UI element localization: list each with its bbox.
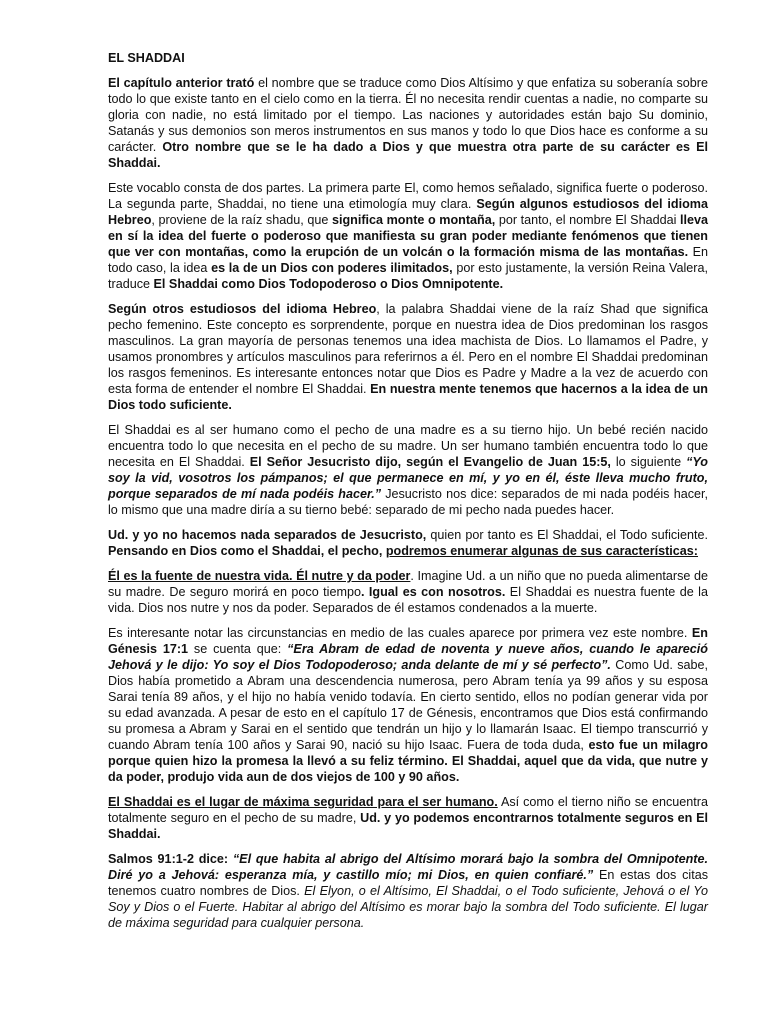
text-run: Él es la fuente de nuestra vida. Él nutre y da poder <box>108 569 411 583</box>
text-run: podremos enumerar algunas de sus características: <box>385 544 699 558</box>
paragraph <box>108 75 708 171</box>
text-run: Según algunos estudiosos del idioma Hebreo <box>108 197 708 227</box>
text-run: En Génesis 17:1 <box>108 626 708 656</box>
text-run: El capítulo anterior trató <box>108 76 255 90</box>
document-body <box>108 75 708 931</box>
text-run: , proviene de la raíz shadu, que <box>151 213 332 227</box>
text-run: se cuenta que: <box>188 642 288 656</box>
paragraph <box>108 625 708 785</box>
text-run: En nuestra mente tenemos que hacernos a la idea de un Dios todo suficiente. <box>108 382 708 412</box>
text-run: , la palabra Shaddai viene de la raíz Shad que significa pecho femenino. Este concepto es sorprendente, porque en nuestra idea de Dios predominan los rasgos masculinos. La gran mayoría de personas tenemos una idea machista de Dios. Lo llamamos el Padre, y usamos pronombres y artículos masculinos para referirnos a él. Pero en el nombre El Shaddai predominan los rasgos femeninos. Es interesante entonces notar que Dios es Padre y Madre a la vez de acuerdo con esta forma de entender el nombre El Shaddai. <box>108 302 708 396</box>
text-run: El Shaddai es al ser humano como el pecho de una madre es a su tierno hijo. Un bebé recién nacido encuentra todo lo que necesita en el pecho de su madre. Un ser humano también encuentra todo lo que necesita en El Shaddai. <box>108 423 708 469</box>
text-run: . Imagine Ud. a un niño que no pueda alimentarse de su madre. De seguro morirá en poco tiempo <box>108 569 708 599</box>
text-run: El Shaddai es el lugar de máxima seguridad para el ser humano. <box>108 795 498 809</box>
document-title: EL SHADDAI <box>108 51 185 65</box>
text-run: Pensando en Dios como el Shaddai, el pecho, <box>108 544 383 558</box>
text-run: Salmos 91:1-2 dice: <box>108 852 233 866</box>
text-run: Ud. y yo podemos encontrarnos totalmente seguros en El Shaddai. <box>108 811 708 841</box>
text-run: Jesucristo nos dice: separados de mi nada podéis hacer, lo mismo que una madre diría a su tierno bebé: separado de mi pecho nada puedes hacer. <box>108 487 708 517</box>
paragraph <box>108 568 708 616</box>
text-run: quien por tanto es El Shaddai, el Todo suficiente. <box>426 528 708 542</box>
text-run: el nombre que se traduce como Dios Altísimo y que enfatiza su soberanía sobre todo lo que existe tanto en el cielo como en la tierra. Él no necesita rendir cuentas a nadie, no comparte su gloria con nadie, no está limitado por el tiempo. Las naciones y autoridades están bajo Su dominio, Satanás y sus demonios son meros instrumentos en sus manos y todo lo que Dios hace es conforme a su carácter. <box>108 76 708 154</box>
text-run: Así como el tierno niño se encuentra totalmente seguro en el pecho de su madre, <box>108 795 708 825</box>
text-run: En todo caso, la idea <box>108 245 708 275</box>
text-run: Ud. y yo no hacemos nada separados de Jesucristo, <box>108 528 427 542</box>
text-run: El Shaddai es nuestra fuente de la vida. Dios nos nutre y nos da poder. Separados de él estamos condenados a la muerte. <box>108 585 708 615</box>
paragraph <box>108 527 708 559</box>
text-run: significa monte o montaña, <box>331 213 496 227</box>
paragraph <box>108 851 708 931</box>
paragraph <box>108 794 708 842</box>
text-run: “Era Abram de edad de noventa y nueve años, cuando le apareció Jehová y le dijo: Yo soy el Dios Todopoderoso; anda delante de mí y sé perfecto”. <box>108 642 708 672</box>
text-run: “El que habita al abrigo del Altísimo morará bajo la sombra del Omnipotente. Diré yo a Jehová: esperanza mía, y castillo mío; mi Dios, en quien confiaré.” <box>108 852 708 882</box>
text-run: Este vocablo consta de dos partes. La primera parte El, como hemos señalado, significa fuerte o poderoso. La segunda parte, Shaddai, no tiene una etimología muy clara. <box>108 181 708 211</box>
text-run: Según otros estudiosos del idioma Hebreo <box>108 302 377 316</box>
text-run: lleva en sí la idea del fuerte o poderoso que manifiesta su gran poder mediante fenómenos que tienen que ver con montañas, como la erupción de un volcán o la formación misma de las montañas. <box>108 213 708 259</box>
text-run: . Igual es con nosotros. <box>360 585 506 599</box>
text-run: El Señor Jesucristo dijo, según el Evangelio de Juan 15:5, <box>249 455 611 469</box>
paragraph <box>108 301 708 413</box>
text-run: lo siguiente <box>610 455 687 469</box>
text-run: El Shaddai como Dios Todopoderoso o Dios Omnipotente. <box>153 277 504 291</box>
text-run: Otro nombre que se le ha dado a Dios y que muestra otra parte de su carácter es El Shaddai. <box>108 140 709 170</box>
text-run: Es interesante notar las circunstancias en medio de las cuales aparece por primera vez este nombre. <box>108 626 692 640</box>
text-run: es la de un Dios con poderes ilimitados, <box>211 261 453 275</box>
paragraph <box>108 180 708 292</box>
text-run: “Yo soy la vid, vosotros los pámpanos; el que permanece en mí, y yo en él, éste lleva mucho fruto, porque separados de mí nada podéis hacer.” <box>108 455 708 501</box>
text-run: esto fue un milagro porque quien hizo la promesa la llevó a su feliz término. El Shaddai, aquel que da vida, que nutre y da poder, produjo vida aun de dos viejos de 100 y 90 años. <box>108 738 708 784</box>
text-run: En estas dos citas tenemos cuatro nombres de Dios. <box>108 868 709 898</box>
paragraph <box>108 422 708 518</box>
text-run: El Elyon, o el Altísimo, El Shaddai, o el Todo suficiente, Jehová o el Yo Soy y Dios o el Fuerte. Habitar al abrigo del Altísimo es morar bajo la sombra del Todo suficiente. El lugar de máxima seguridad para cualquier persona. <box>108 884 708 930</box>
text-run: por esto justamente, la versión Reina Valera, traduce <box>108 261 708 291</box>
text-run: por tanto, el nombre El Shaddai <box>495 213 680 227</box>
text-run: Como Ud. sabe, Dios había prometido a Abram una descendencia numerosa, pero Abram tenía ya 99 años y su esposa Sarai tenía 89 años, y el hijo no había venido todavía. En cierto sentido, ellos no podían generar vida por su edad avanzada. A pesar de esto en el capítulo 17 de Génesis, encontramos que Dios está confirmando su promesa a Abram y Sarai en el sentido que tendrán un hijo y lo llamarán Isaac. El tiempo transcurrió y cuando Abram tenía 100 años y Sarai 90, nació su hijo Isaac. Fuera de toda duda, <box>108 658 708 752</box>
